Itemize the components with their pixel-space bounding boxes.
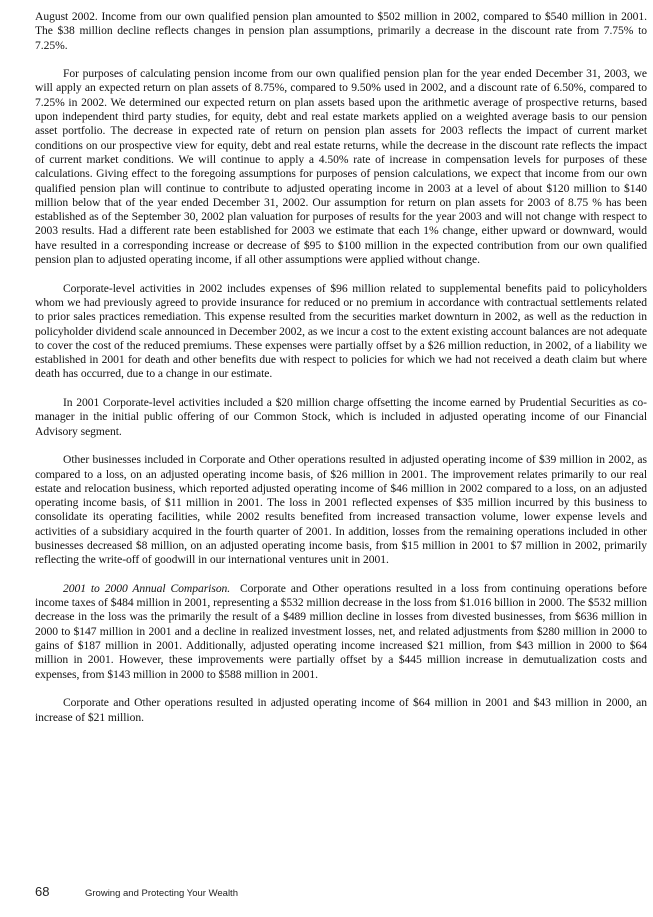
- section-heading-annual-comparison: 2001 to 2000 Annual Comparison.: [63, 581, 231, 595]
- page-footer: [35, 884, 238, 899]
- paragraph-pension-income: August 2002. Income from our own qualified pension plan amounted to $502 million in 2002, compared to $540 million in 2001. The $38 million decline reflects changes in pension plan assumptions, primarily a decrease in the discount rate from 7.75% to 7.25%.: [35, 10, 647, 52]
- footer-title: Growing and Protecting Your Wealth: [85, 888, 238, 899]
- paragraph-annual-comparison-text: Corporate and Other operations resulted in a loss from continuing operations before income taxes of $484 million in 2001, representing a $532 million decrease in the loss from $1.016 billion in 2000. The $532 million decrease in the loss was the primarily the result of a $489 million decline in losses from divested businesses, from $636 million in 2000 to $147 million in 2001 and a decline in realized investment losses, net, and related adjustments from $280 million in 2000 to gains of $187 million in 2001. Additionally, adjusted operating income increased $21 million, from $43 million in 2000 to $64 million in 2001. However, these improvements were partially offset by a $445 million increase in demutualization costs and expenses, from $143 million in 2000 to $588 million in 2001.: [35, 581, 648, 681]
- paragraph-corporate-activities-2002: Corporate-level activities in 2002 includes expenses of $96 million related to supplemental benefits paid to policyholders whom we had previously agreed to provide insurance for reduced or no premium in accordance with contractual settlements related to prior sales practices remediation. This expense resulted from the securities market downturn in 2002, as well as the reduction in policyholder dividend scale announced in December 2002, as we incur a cost to the extent existing account balances are not adequate to cover the cost of the reduced premiums. These expenses were partially offset by a $26 million reduction, in 2002, of a liability we established in 2001 for death and other benefits due with respect to policies for which we had not received a death claim but where death has occurred, due to a change in our estimate.: [35, 281, 647, 381]
- paragraph-adjusted-operating-income: Corporate and Other operations resulted in adjusted operating income of $64 million in 2001 and $43 million in 2000, an increase of $21 million.: [35, 696, 647, 724]
- paragraph-corporate-activities-2001: In 2001 Corporate-level activities included a $20 million charge offsetting the income earned by Prudential Securities as co-manager in the initial public offering of our Common Stock, which is included in adjusted operating income of our Financial Advisory segment.: [35, 396, 647, 438]
- document-body: [35, 10, 647, 739]
- paragraph-annual-comparison: [35, 582, 647, 682]
- page-number: 68: [35, 884, 50, 899]
- paragraph-pension-assumptions: For purposes of calculating pension income from our own qualified pension plan for the year ended December 31, 2003, we will apply an expected return on plan assets of 8.75%, compared to 9.50% used in 2002, and a discount rate of 6.50%, compared to 7.25% in 2002. We determined our expected return on plan assets based upon the arithmetic average of prospective returns, based upon independent third party studies, for equity, debt and real estate markets applied on a weighted average basis to our pension asset portfolio. The decrease in expected rate of return on pension plan assets for 2003 reflects the impact of current market conditions on our prospective view for equity, debt and real estate returns, while the decrease in the discount rate reflects the impact of current market conditions. We will continue to apply a 4.50% rate of increase in compensation levels for purposes of these calculations. Giving effect to the foregoing assumptions for purposes of pension calculations, we expect that income from our own qualified pension plan will continue to contribute to adjusted operating income in 2003 at a level of about $120 million to $140 million below that of the year ended December 31, 2002. Our assumption for return on plan assets for 2003 of 8.75 % has been established as of the September 30, 2002 plan valuation for purposes of results for the year 2003 and will not change with respect to 2003 results. Had a different rate been established for 2003 we estimate that each 1% change, either upward or downward, would have resulted in a corresponding increase or decrease of $95 to $100 million in the expected contribution from our own qualified pension plan to adjusted operating income, if all other assumptions were applied without change.: [35, 67, 647, 267]
- paragraph-other-businesses: Other businesses included in Corporate and Other operations resulted in adjusted operating income of $39 million in 2002, as compared to a loss, on an adjusted operating income basis, of $26 million in 2001. The improvement relates primarily to our real estate and relocation business, which reported adjusted operating income of $46 million in 2002 compared to a loss, on an adjusted operating income basis, of $11 million in 2001. The loss in 2001 reflected expenses of $35 million incurred by this business to consolidate its operating facilities, while 2002 results benefited from increased transaction volume, lower expense levels and activities of a subsidiary acquired in the fourth quarter of 2001. In addition, losses from the remaining operations included in other businesses decreased $8 million, on an adjusted operating income basis, from $15 million in 2001 to $7 million in 2002, primarily reflecting the write-off of goodwill in our international ventures unit in 2001.: [35, 453, 647, 567]
